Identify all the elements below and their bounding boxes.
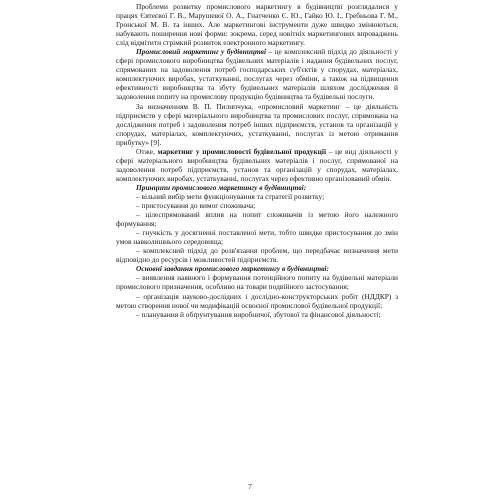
tasks-item: – організація науково-дослідних і дослідно-конструкторських робіт (НДДКР) з метою створення нової чи модифікацій освоєної промислової будівельної продукції; [116, 291, 398, 310]
page-number: 7 [248, 482, 252, 491]
principles-item: – пристосування до вимог споживача; [136, 201, 256, 211]
tasks-heading: Основні завдання промислового маркетингу в будівництві: [136, 264, 329, 274]
definition-paragraph [116, 47, 398, 101]
conclusion-text: – це вид діяльності у сфері матеріального виробництва будівельних матеріалів і послуг, спрямованої на задоволення потреб підприємств, установ та організацій у спорудах, матеріалах, комплектуючих виробах, устаткуванні, послугах через ефективно організований обмін. [116, 146, 398, 183]
quote-paragraph: За визначенням В. П. Пилипчука, «промисловий маркетинг – це діяльність підприємств у сфері матеріального виробництва та промислових послуг, спрямована на дослідження потреб і задоволення потреб інших підприємств, установ та організацій у спорудах, матеріалах, комплектуючих, устаткуванні, послугах із метою отримання прибутку» [9]. [116, 101, 398, 147]
principles-item: – комплексний підхід до розв'язання проблем, що передбачає визначення мети відповідно до ресурсів і можливостей підприємств. [116, 246, 398, 265]
definition-term: Промисловий маркетинг у будівництві [136, 47, 267, 57]
tasks-item: – виявлення наявного і формування потенційного попиту на будівельні матеріали промислового призначення, особливо на товари подвійного застосування; [116, 273, 398, 292]
conclusion-term: маркетинг у промисловості будівельної продукції [157, 146, 327, 156]
document-page [116, 2, 398, 319]
principles-heading: Принципи промислового маркетингу в будівництві: [136, 182, 307, 192]
conclusion-paragraph [116, 147, 398, 183]
principles-item: – гнучкість у досягненні поставленої мети, тобто швидке пристосування до змін умов навколишнього середовища; [116, 228, 398, 247]
tasks-item: – планування й обґрунтування виробничої, збутової та фінансової діяльності; [136, 309, 381, 319]
principles-item: – вільний вибір мети функціонування та стратегії розвитку; [136, 191, 325, 201]
principles-item: – цілеспрямований вплив на попит споживачів із метою його належного формування; [116, 210, 398, 229]
conclusion-start: Отже, [136, 146, 158, 156]
intro-paragraph: Проблеми розвитку промислового маркетингу в будівництві розглядалися у працях Євтеєвої Г. В., Марушевої О. А., Гнатченко Є. Ю., Гайко Ю. І., Гребньова Г. М., Гронської М. В. та інших. Але маркетингові інструменти дуже швидко змінюються, набувають поширення нові форми: зокрема, серед новітніх маркетингових впроваджень слід відмітити стрімкий розвиток електронного маркетингу. [116, 2, 398, 48]
definition-text: – це комплексний підхід до діяльності у сфері промислового виробництва будівельних матеріалів і надання будівельних послуг, спрямованих на задоволення потреб господарських суб'єктів у спорудах, матеріалах, комплектуючих виробах, устаткуванні, послугах через обміни, а також на підвищення ефективності виробництва та збуту будівельних матеріалів шляхом дослідження й задоволення попиту на промислову продукцію будівництва та будівельні послуги. [116, 47, 399, 102]
